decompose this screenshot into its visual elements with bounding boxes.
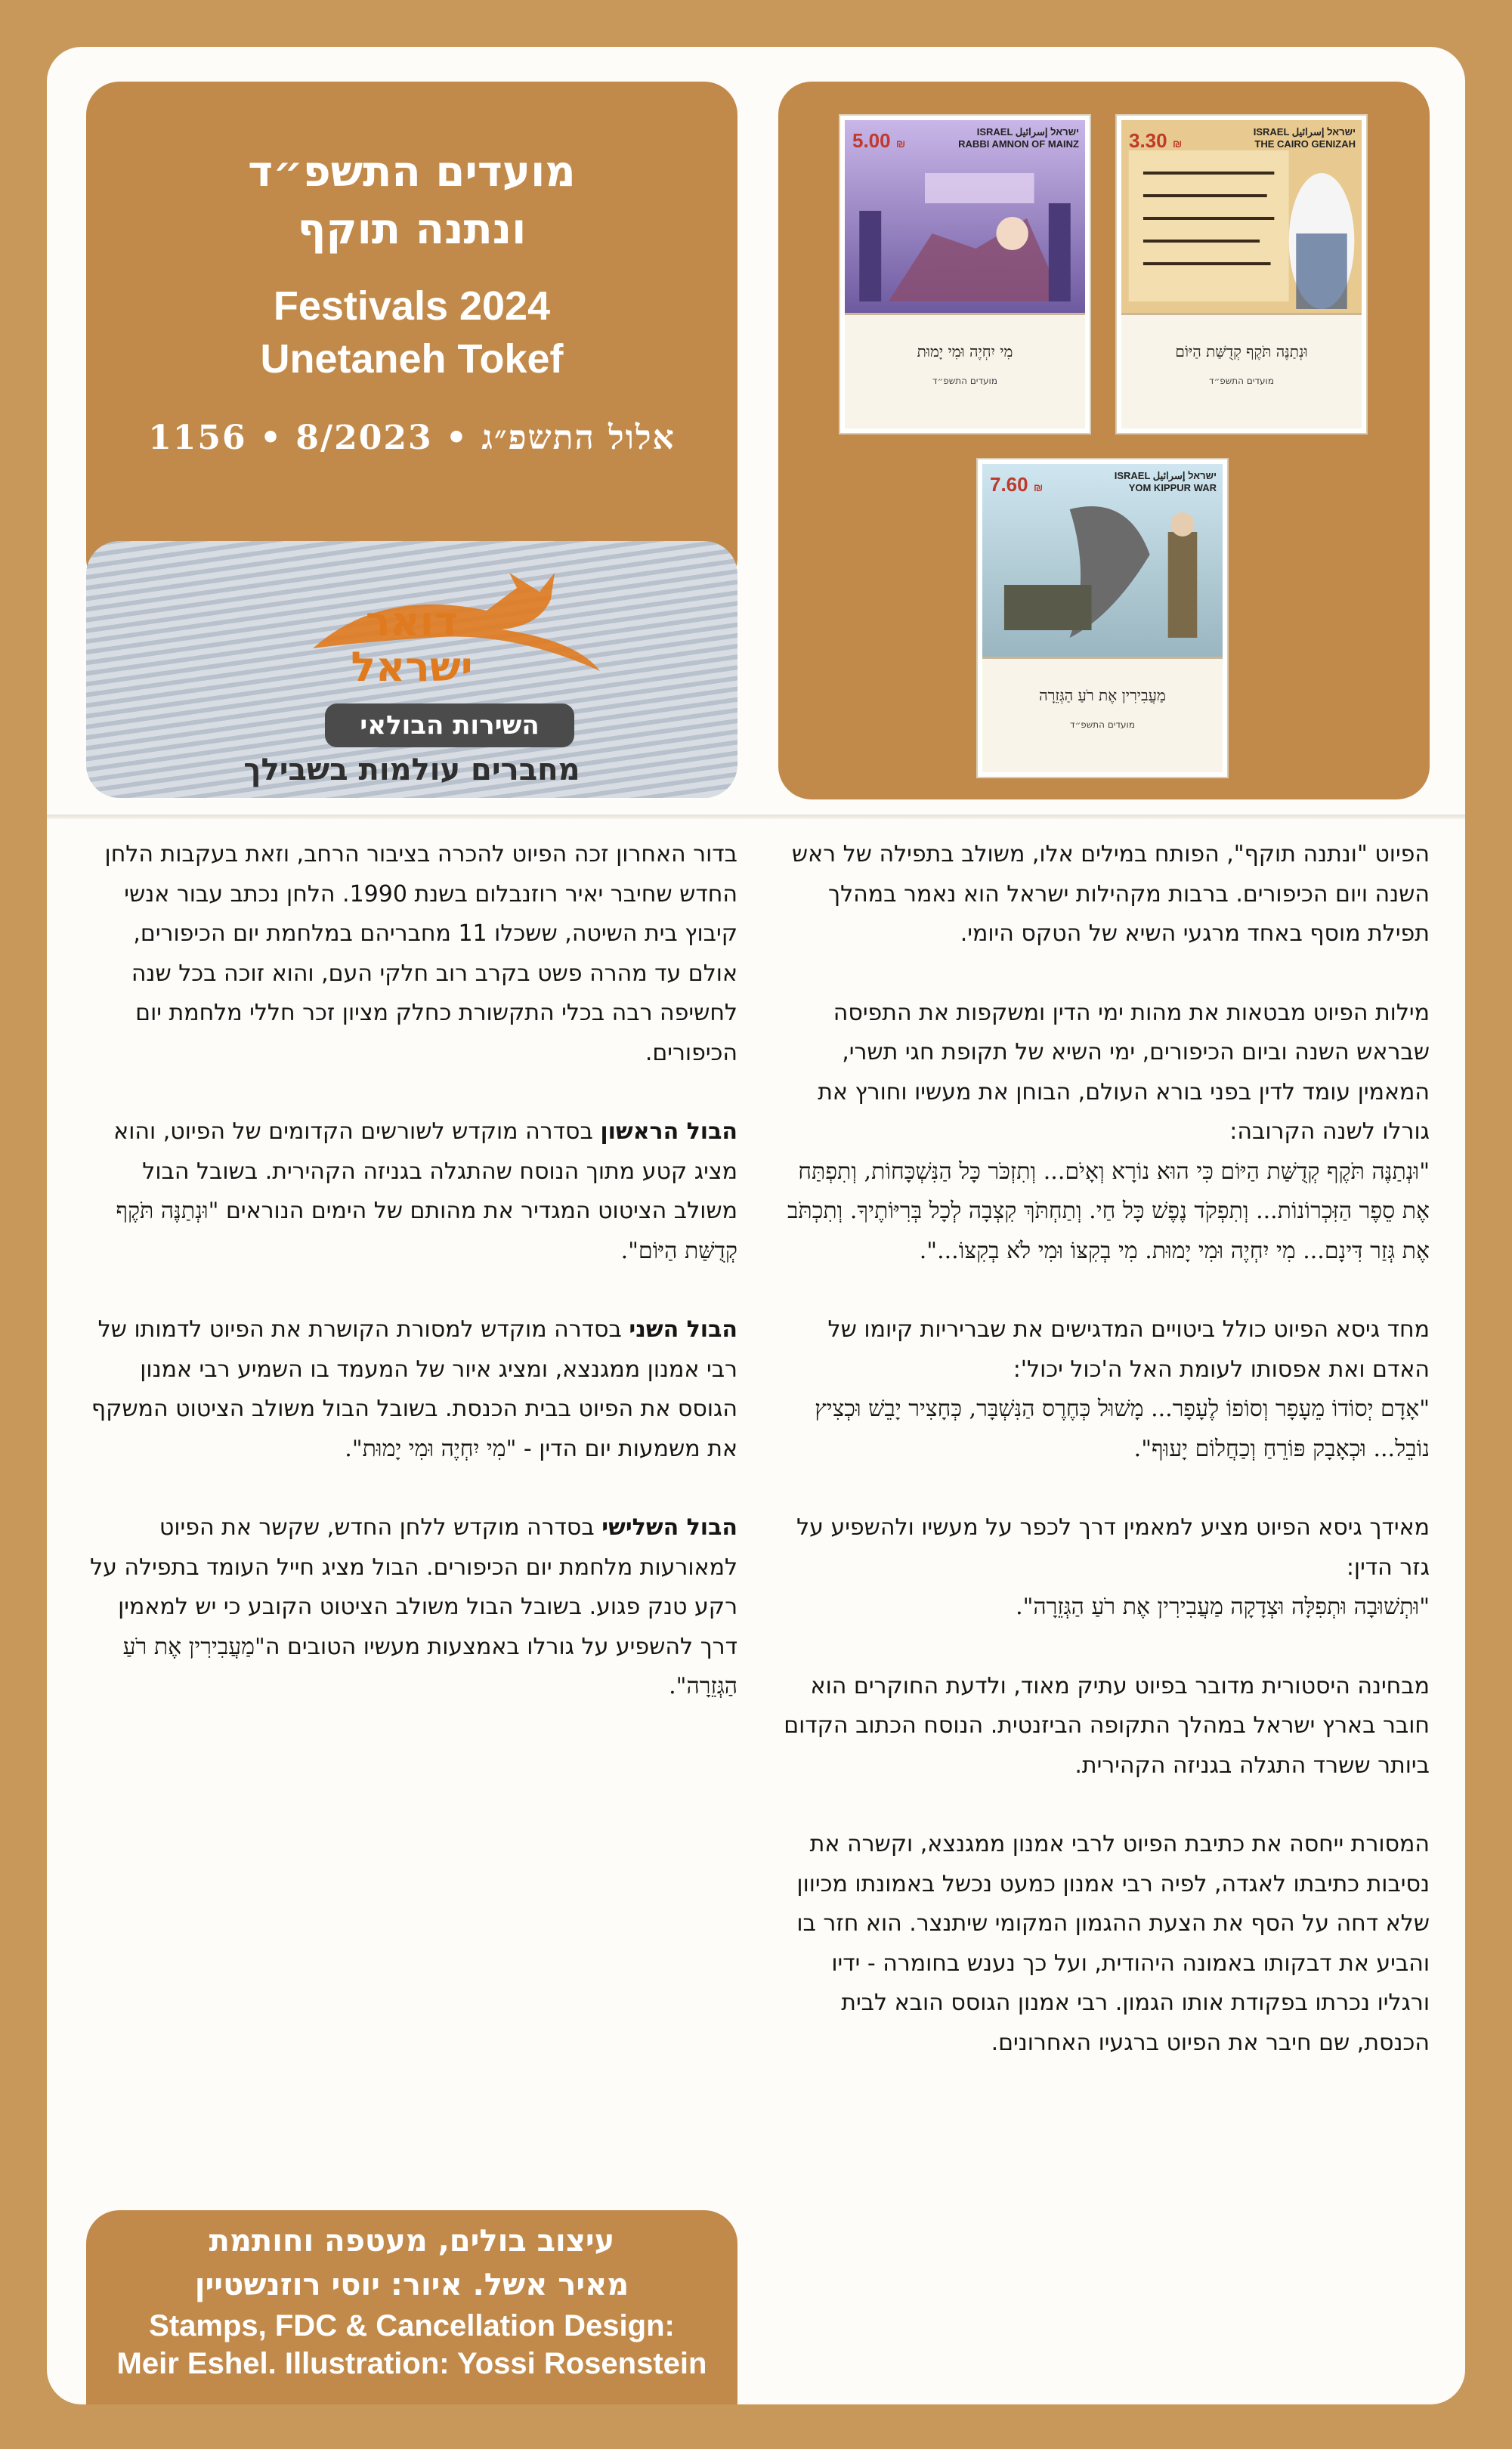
stamp-tab-caption: מַעֲבִירִין אֶת רֹעַ הַגְּזֵרָה xyxy=(1039,686,1166,704)
issue-line: אלול התשפ״ג • 8/2023 • 1156 xyxy=(148,419,676,457)
stamp-value: 5.00 ₪ xyxy=(852,129,906,152)
stamp-value: 3.30 ₪ xyxy=(1129,129,1183,152)
stamp-rabbi-amnon xyxy=(840,116,1090,433)
stamps-box xyxy=(778,82,1430,799)
stamp3-description: הבול השלישי בסדרה מוקדש ללחן החדש, שקשר את הפיוט למאורעות מלחמת יום הכיפורים. הבול מציג חייל העומד בתפילה על רקע טנק פגוע. בשובל הבול משולב הציטוט הקובע כי יש למאמין דרך להשפיע על גורלו באמצעות מעשיו הטובים ה"מַעֲבִירִין אֶת רֹעַ הַגְּזֵרָה". xyxy=(90,1514,737,1699)
title-box xyxy=(86,82,737,592)
israel-post-logo-box xyxy=(86,541,737,798)
credits-english-line2: Meir Eshel. Illustration: Yossi Rosenstein xyxy=(116,2347,707,2380)
credits-hebrew-line1: עיצוב בולים, מעטפה וחותמת xyxy=(209,2224,615,2259)
title-hebrew-line1: מועדים התשפ״ד xyxy=(248,147,576,196)
quote-paragraph: "אָדָם יְסוֹדוֹ מֵעָפָר וְסוֹפוֹ לֶעָפָר... מָשׁוּל כְּחֶרֶס הַנִּשְׁבָּר, כְּחָצִיר יָבֵשׁ וּכְצִיץ נוֹבֵל... וּכְאָבָק פּוֹרֵחַ וְכַחֲלוֹם יָעוּף". xyxy=(815,1396,1430,1462)
stamp-country: ISRAEL ישראל إسرائيل YOM KIPPUR WAR xyxy=(1114,470,1217,493)
paragraph: המסורת ייחסה את כתיבת הפיוט לרבי אמנון ממגנצא, וקשרה את נסיבות כתיבתו לאגדה, לפיה רבי אמנון כמעט נכשל באמונתו מכיוון שלא דחה על הסף את הצעת ההגמון המקומי שיתנצר. הוא חזר בו והביע את דבקותו באמונה היהודית, ועל כך נענש בחומרה - ידיו ורגליו נכרתו בפקודת אותו הגמון. רבי אמנון הגוסס הובא לבית הכנסת, שם חיבר את הפיוט ברגעיו האחרונים. xyxy=(796,1831,1430,2056)
stamp-tab-series: מועדים התשפ״ד xyxy=(1209,376,1274,386)
paragraph: מאידך גיסא הפיוט מציע למאמין דרך לכפר על מעשיו ולהשפיע על גזר הדין: xyxy=(796,1514,1430,1581)
stamp-tab xyxy=(982,657,1223,772)
stamp-tab xyxy=(1121,313,1362,428)
credits-box xyxy=(86,2210,737,2404)
stamp-country: ISRAEL ישראל إسرائيل THE CAIRO GENIZAH xyxy=(1253,126,1356,150)
logo-tagline: מחברים עולמות בשבילך xyxy=(243,753,580,787)
stamp-cairo-genizah xyxy=(1117,116,1366,433)
text-column-left xyxy=(86,835,737,1746)
paragraph: מחד גיסא הפיוט כולל ביטויים המדגישים את שבריריות קיומו של האדם ואת אפסותו לעומת האל ה'כול יכול': xyxy=(827,1316,1430,1383)
title-english-line1: Festivals 2024 xyxy=(273,283,551,329)
stamp-tab-caption: וּנְתַנֶּה תֹּקֶף קְדֻשַּׁת הַיּוֹם xyxy=(1175,342,1308,360)
stamp2-description: הבול השני בסדרה מוקדש למסורת הקושרת את הפיוט לדמותו של רבי אמנון ממגנצא, ומציג איור של המעמד בו השמיע רבי אמנון הגוסס את הפיוט בבית הכנסת. בשובל הבול משולב הציטוט המשקף את משמעות יום הדין - "מִי יִחְיֶה וּמִי יָמוּת". xyxy=(91,1316,737,1462)
credits-english-line1: Stamps, FDC & Cancellation Design: xyxy=(149,2309,675,2342)
stamp-tab xyxy=(845,313,1085,428)
logo-name-line2: ישראל xyxy=(351,643,473,691)
title-hebrew-line2: ונתנה תוקף xyxy=(297,205,527,254)
paragraph: מבחינה היסטורית מדובר בפיוט עתיק מאוד, ולדעת החוקרים הוא חובר בארץ ישראל במהלך התקופה הביזנטית. הנוסח הכתוב הקדום ביותר ששרד התגלה בגניזה הקהירית. xyxy=(784,1672,1430,1779)
quote-paragraph: "וּתְשׁוּבָה וּתְפִלָּה וּצְדָקָה מַעֲבִירִין אֶת רֹעַ הַגְּזֵרָה". xyxy=(1016,1594,1430,1620)
stamp-tab-series: מועדים התשפ״ד xyxy=(932,376,997,386)
stamp1-heading: הבול הראשון xyxy=(600,1118,737,1145)
title-english-line2: Unetaneh Tokef xyxy=(260,336,564,382)
philatelic-service-badge: השירות הבולאי xyxy=(325,703,574,747)
stamp-value: 7.60 ₪ xyxy=(990,473,1044,496)
stamp1-description: הבול הראשון בסדרה מוקדש לשורשים הקדומים של הפיוט, והוא מציג קטע מתוך הנוסח שהתגלה בגניזה הקהירית. בשובל הבול משולב הציטוט המגדיר את מהותם של הימים הנוראים "וּנְתַנֶּה תֹּקֶף קְדֻשַּׁת הַיּוֹם". xyxy=(113,1118,737,1264)
stamp2-heading: הבול השני xyxy=(629,1316,737,1343)
stamp-country: ISRAEL ישראל إسرائيل RABBI AMNON OF MAINZ xyxy=(958,126,1079,150)
paragraph: הפיוט "ונתנה תוקף", הפותח במילים אלו, משולב בתפילה של ראש השנה ויום הכיפורים. ברבות מקהילות ישראל הוא נאמר במהלך תפילת מוסף באחד מרגעי השיא של הטקס היומי. xyxy=(791,841,1430,947)
text-column-right xyxy=(778,835,1430,2102)
quote-paragraph: "וּנְתַנֶּה תֹּקֶף קְדֻשַּׁת הַיּוֹם כִּי הוּא נוֹרָא וְאָיֹם... וְתִזְכֹּר כָּל הַנִּשְׁכָּחוֹת, וְתִפְתַּח אֶת סֵפֶר הַזִּכְרוֹנוֹת... וְתִפְקֹד נֶפֶשׁ כָּל חַי. וְתַחְתֹּךְ קִצְבָה לְכָל בְּרִיּוֹתֶיךָ. וְתִכְתֹּב אֶת גְּזַר דִּינָם... מִי יִחְיֶה וּמִי יָמוּת. מִי בְקִצּוֹ וּמִי לֹא בְקִצּוֹ...". xyxy=(787,1158,1430,1264)
credits-hebrew-line2: מאיר אשל. איור: יוסי רוזנשטיין xyxy=(194,2268,629,2302)
stamp-yom-kippur-war xyxy=(978,459,1227,777)
stamp3-heading: הבול השלישי xyxy=(601,1514,737,1541)
paragraph: בדור האחרון זכה הפיוט להכרה בציבור הרחב, וזאת בעקבות הלחן החדש שחיבר יאיר רוזנבלום בשנת 1990. הלחן נכתב עבור אנשי קיבוץ בית השיטה, ששכלו 11 מחבריהם במלחמת יום הכיפורים, אולם עד מהרה פשט בקרב רוב חלקי העם, והוא זוכה בכל שנה לחשיפה רבה בכלי התקשורת כחלק מציון זכר חללי מלחמת יום הכיפורים. xyxy=(104,841,737,1066)
logo-name-line1: דואר xyxy=(365,598,459,645)
paragraph: מילות הפיוט מבטאות את מהות ימי הדין ומשקפות את התפיסה שבראש השנה וביום הכיפורים, ימי השיא של תקופת חגי תשרי, המאמין עומד לדין בפני בורא העולם, הבוחן את מעשיו וחורץ את גורלו לשנה הקרובה: xyxy=(818,999,1430,1145)
stamp-tab-caption: מִי יִחְיֶה וּמִי יָמוּת xyxy=(917,342,1013,360)
fold-line xyxy=(47,815,1465,819)
stamp-tab-series: מועדים התשפ״ד xyxy=(1070,719,1135,730)
